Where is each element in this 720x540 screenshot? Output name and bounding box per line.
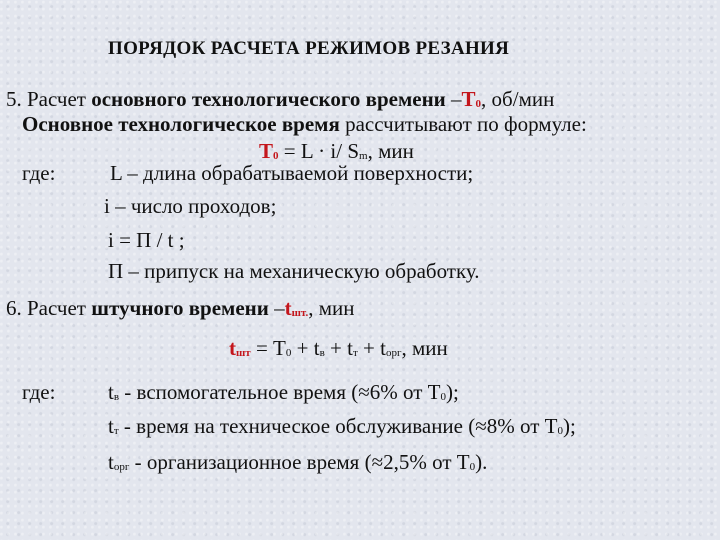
formula-tsht: $t_{шт} = Т_0 + t_в + t_т + t_{орг}$, мин xyxy=(229,336,448,360)
formula-t0 xyxy=(259,139,414,163)
dash: – xyxy=(268,296,285,320)
definition-item: $t_в$ - вспомогательное время (≈6% от $Т_0$); xyxy=(108,380,459,404)
formula-intro xyxy=(22,112,587,136)
formula-subscript: m xyxy=(359,150,368,162)
page-title: ПОРЯДОК РАСЧЕТА РЕЖИМОВ РЕЗАНИЯ xyxy=(108,38,510,59)
section-6-heading xyxy=(6,296,355,320)
symbol-t0: $Т_0$ xyxy=(461,87,482,111)
heading-bold-text: штучного времени xyxy=(91,296,269,320)
symbol-tsht: $t_{шт.}$ xyxy=(284,296,309,320)
dash: – xyxy=(445,87,462,111)
definition-item: i = П / t ; xyxy=(108,228,185,252)
formula-symbol: $Т_0$ xyxy=(259,139,279,163)
where-label: где: xyxy=(22,161,56,185)
definition-item: L – длина обрабатываемой поверхности; xyxy=(110,161,474,185)
unit: , об/мин xyxy=(481,87,555,111)
definition-item: $t_{орг}$ - организационное время (≈2,5% от $Т_0$). xyxy=(108,450,488,474)
formula-body: = L · i/ S xyxy=(278,139,359,163)
intro-bold: Основное технологическое время xyxy=(22,112,340,136)
formula-symbol: $t_{шт}$ xyxy=(229,336,251,360)
where-label: где: xyxy=(22,380,56,404)
heading-text: 6. Расчет xyxy=(6,296,92,320)
heading-text: 5. Расчет xyxy=(6,87,92,111)
unit: , мин xyxy=(308,296,355,320)
intro-rest: рассчитывают по формуле: xyxy=(339,112,587,136)
definition-item: $t_т$ - время на техническое обслуживание (≈8% от $Т_0$); xyxy=(108,414,576,438)
heading-bold-text: основного технологического времени xyxy=(91,87,446,111)
definition-item: П – припуск на механическую обработку. xyxy=(108,259,480,283)
section-5-heading xyxy=(6,87,554,111)
formula-unit: , мин xyxy=(367,139,414,163)
definition-item: i – число проходов; xyxy=(104,194,277,218)
